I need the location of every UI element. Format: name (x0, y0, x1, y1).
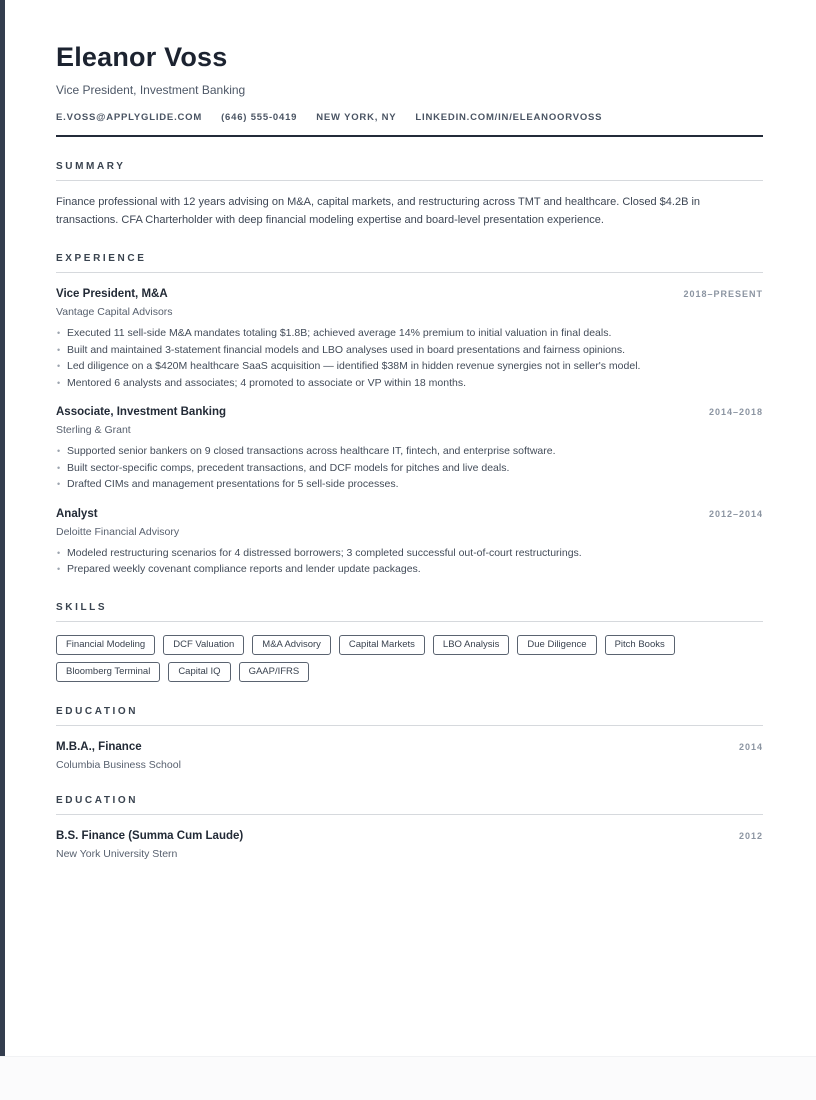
job-dates: 2014–2018 (708, 407, 763, 417)
job-bullet: • Built sector-specific comps, precedent transactions, and DCF models for pitches and live deals. (56, 460, 763, 477)
education-degree: M.B.A., Finance (56, 741, 142, 754)
job-bullet: • Prepared weekly covenant compliance reports and lender update packages. (56, 561, 763, 578)
job-entry-vice-president (56, 288, 763, 391)
job-dates: 2018–PRESENT (683, 289, 763, 299)
job-header (56, 406, 763, 418)
job-header (56, 508, 763, 520)
job-bullet: • Drafted CIMs and management presentations for 5 sell-side processes. (56, 476, 763, 493)
skill-chip: M&A Advisory (252, 635, 331, 655)
left-accent-bar (0, 0, 5, 1056)
education-school: New York University Stern (56, 848, 178, 861)
skill-chip: Bloomberg Terminal (56, 662, 160, 682)
skills-section (56, 602, 763, 683)
header-divider (56, 135, 763, 137)
job-company: Sterling & Grant (56, 424, 131, 436)
page-bottom-band (0, 1056, 816, 1100)
section-heading-education: EDUCATION (56, 706, 763, 726)
education-header (56, 830, 763, 842)
contact-location: NEW YORK, NY (316, 112, 397, 123)
skill-chip: Capital IQ (168, 662, 230, 682)
candidate-name: Eleanor Voss (56, 42, 228, 72)
education-section-mba (56, 706, 763, 771)
contact-email: E.VOSS@APPLYGLIDE.COM (56, 112, 203, 123)
education-degree: B.S. Finance (Summa Cum Laude) (56, 830, 244, 843)
job-entry-analyst (56, 508, 763, 578)
skill-chip: DCF Valuation (163, 635, 244, 655)
job-bullet-list (56, 545, 763, 578)
skill-chip: Financial Modeling (56, 635, 155, 655)
skill-chip: Pitch Books (605, 635, 675, 655)
job-bullet: • Executed 11 sell-side M&A mandates totaling $1.8B; achieved average 14% premium to initial valuation in final deals. (56, 325, 763, 342)
job-bullet-list (56, 325, 763, 391)
skill-chip-list (56, 635, 763, 683)
section-heading-experience: EXPERIENCE (56, 253, 763, 273)
job-header (56, 288, 763, 300)
job-bullet-list (56, 443, 763, 493)
job-company: Deloitte Financial Advisory (56, 525, 180, 538)
contact-row (56, 112, 763, 123)
candidate-title: Vice President, Investment Banking (56, 83, 246, 97)
skill-chip: Capital Markets (339, 635, 425, 655)
experience-section (56, 253, 763, 578)
skill-chip: Due Diligence (517, 635, 596, 655)
job-company: Vantage Capital Advisors (56, 306, 173, 318)
skill-chip: GAAP/IFRS (239, 662, 310, 682)
summary-text: Finance professional with 12 years advising on M&A, capital markets, and restructuring across TMT and healthcare. Closed $4.2B in transactions. CFA Charterholder with deep financial modeling expertise and board-level presentation experience. (56, 196, 701, 226)
job-title: Associate, Investment Banking (56, 406, 226, 418)
education-school: Columbia Business School (56, 759, 181, 772)
job-dates: 2012–2014 (708, 508, 763, 519)
section-heading-skills: SKILLS (56, 602, 763, 622)
job-bullet: • Led diligence on a $420M healthcare SaaS acquisition — identified $38M in hidden revenue synergies not in seller's model. (56, 358, 763, 375)
education-year: 2014 (738, 742, 763, 753)
section-heading-summary: SUMMARY (56, 161, 763, 181)
education-section-bs (56, 795, 763, 860)
education-entry (56, 741, 763, 771)
skill-chip: LBO Analysis (433, 635, 510, 655)
section-heading-education: EDUCATION (56, 795, 763, 815)
resume-header (56, 42, 763, 137)
job-bullet: • Supported senior bankers on 9 closed transactions across healthcare IT, fintech, and enterprise software. (56, 443, 763, 460)
job-entry-associate (56, 406, 763, 493)
education-entry (56, 830, 763, 860)
education-header (56, 741, 763, 753)
job-bullet: • Mentored 6 analysts and associates; 4 promoted to associate or VP within 18 months. (56, 375, 763, 392)
job-title: Vice President, M&A (56, 288, 168, 300)
job-bullet: • Built and maintained 3-statement financial models and LBO analyses used in board presentations and fairness opinions. (56, 342, 763, 359)
contact-phone: (646) 555-0419 (221, 112, 298, 123)
resume-content (56, 0, 763, 860)
job-bullet: • Modeled restructuring scenarios for 4 distressed borrowers; 3 completed successful out-of-court restructurings. (56, 545, 763, 562)
job-title: Analyst (56, 507, 98, 520)
education-year: 2012 (738, 831, 763, 842)
contact-linkedin: LINKEDIN.COM/IN/ELEANOORVOSS (415, 112, 603, 123)
summary-section (56, 161, 763, 229)
